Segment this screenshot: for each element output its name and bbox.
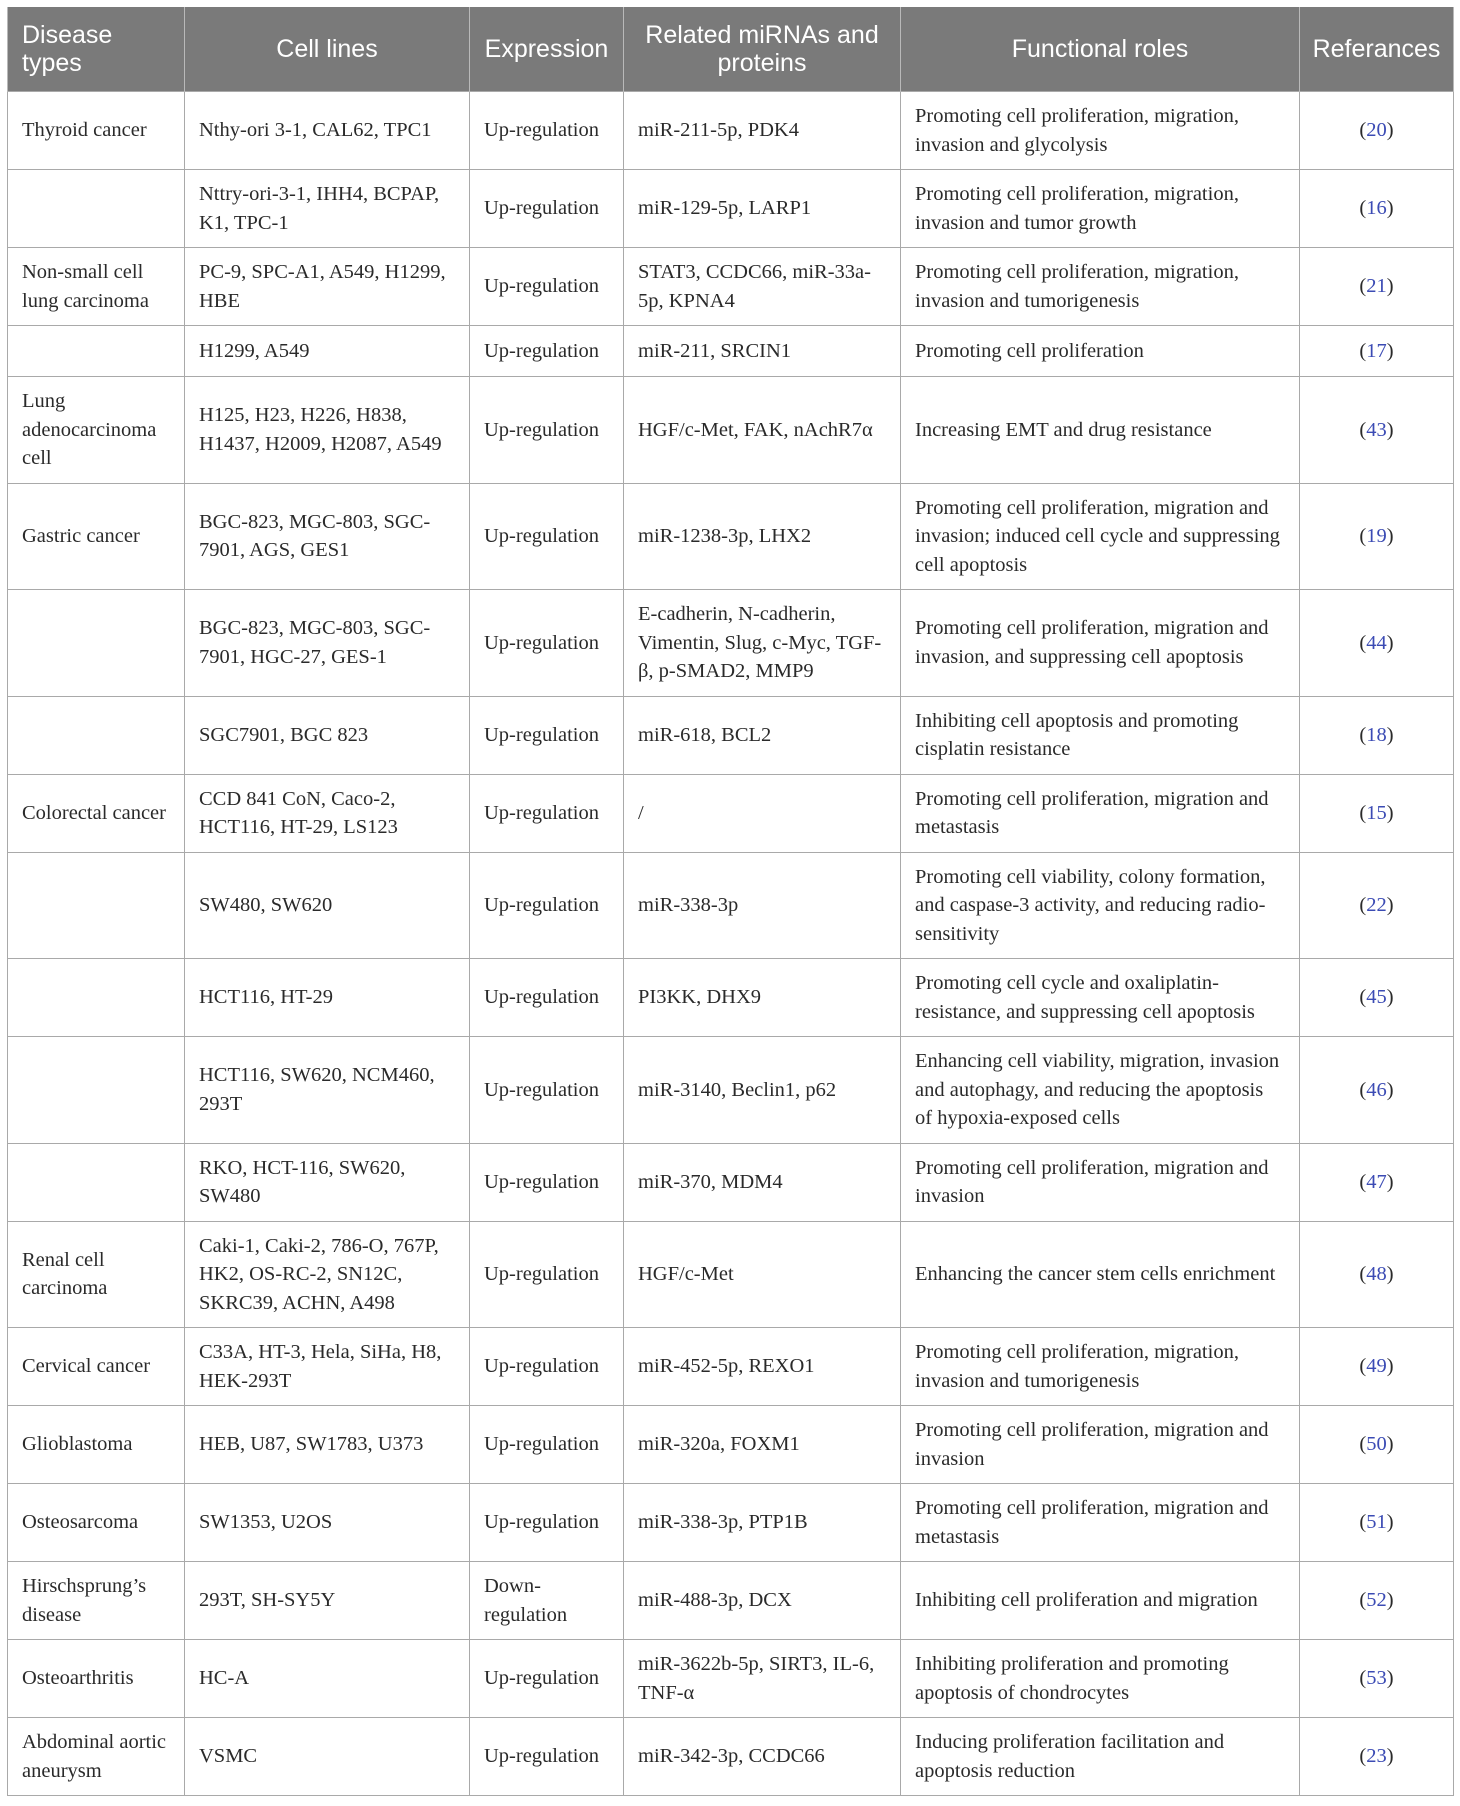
- table-row: [8, 326, 1454, 377]
- cell-disease-type: [8, 590, 185, 697]
- cell-disease-type: [8, 1037, 185, 1144]
- header-row: [8, 7, 1454, 92]
- cell-reference: (50): [1300, 1406, 1454, 1484]
- header-references: Referances: [1300, 7, 1454, 92]
- table-row: [8, 92, 1454, 170]
- cell-related-mirnas: miR-338-3p, PTP1B: [624, 1484, 901, 1562]
- cell-related-mirnas: miR-488-3p, DCX: [624, 1562, 901, 1640]
- cell-cell-lines: PC-9, SPC-A1, A549, H1299, HBE: [185, 248, 470, 326]
- cell-reference: (47): [1300, 1143, 1454, 1221]
- cell-cell-lines: 293T, SH-SY5Y: [185, 1562, 470, 1640]
- cell-disease-type: [8, 959, 185, 1037]
- cell-related-mirnas: miR-320a, FOXM1: [624, 1406, 901, 1484]
- cell-expression: Up-regulation: [470, 959, 624, 1037]
- cell-reference: (20): [1300, 92, 1454, 170]
- cell-disease-type: [8, 326, 185, 377]
- lncrna-function-table: [7, 7, 1454, 1796]
- reference-link[interactable]: 46: [1366, 1078, 1387, 1101]
- cell-functional-roles: Promoting cell proliferation, migration and metastasis: [901, 1484, 1300, 1562]
- cell-cell-lines: HCT116, SW620, NCM460, 293T: [185, 1037, 470, 1144]
- cell-functional-roles: Inhibiting cell proliferation and migration: [901, 1562, 1300, 1640]
- cell-cell-lines: Caki-1, Caki-2, 786-O, 767P, HK2, OS-RC-2, SN12C, SKRC39, ACHN, A498: [185, 1221, 470, 1328]
- cell-reference: (49): [1300, 1328, 1454, 1406]
- cell-disease-type: Non-small cell lung carcinoma: [8, 248, 185, 326]
- cell-disease-type: Hirschsprung’s disease: [8, 1562, 185, 1640]
- reference-link[interactable]: 17: [1366, 339, 1387, 362]
- cell-related-mirnas: miR-3622b-5p, SIRT3, IL-6, TNF-α: [624, 1640, 901, 1718]
- cell-disease-type: Lung adenocarcinoma cell: [8, 377, 185, 484]
- reference-link[interactable]: 45: [1366, 986, 1387, 1009]
- header-expression: Expression: [470, 7, 624, 92]
- reference-link[interactable]: 43: [1366, 418, 1387, 441]
- cell-reference: (18): [1300, 696, 1454, 774]
- cell-functional-roles: Promoting cell proliferation, migration, invasion and tumorigenesis: [901, 1328, 1300, 1406]
- cell-functional-roles: Promoting cell proliferation, migration and metastasis: [901, 774, 1300, 852]
- cell-cell-lines: HC-A: [185, 1640, 470, 1718]
- cell-disease-type: Cervical cancer: [8, 1328, 185, 1406]
- cell-reference: (43): [1300, 377, 1454, 484]
- table-row: [8, 248, 1454, 326]
- cell-related-mirnas: PI3KK, DHX9: [624, 959, 901, 1037]
- cell-functional-roles: Promoting cell proliferation, migration and invasion; induced cell cycle and suppressing cell apoptosis: [901, 483, 1300, 590]
- table-row: [8, 590, 1454, 697]
- cell-functional-roles: Promoting cell proliferation: [901, 326, 1300, 377]
- cell-related-mirnas: miR-211, SRCIN1: [624, 326, 901, 377]
- cell-functional-roles: Increasing EMT and drug resistance: [901, 377, 1300, 484]
- table-row: [8, 377, 1454, 484]
- table-row: [8, 1221, 1454, 1328]
- cell-functional-roles: Promoting cell cycle and oxaliplatin-resistance, and suppressing cell apoptosis: [901, 959, 1300, 1037]
- table-row: [8, 696, 1454, 774]
- table-row: [8, 1328, 1454, 1406]
- cell-reference: (17): [1300, 326, 1454, 377]
- cell-functional-roles: Promoting cell viability, colony formation, and caspase-3 activity, and reducing radio-sensitivity: [901, 852, 1300, 959]
- cell-functional-roles: Promoting cell proliferation, migration, invasion and glycolysis: [901, 92, 1300, 170]
- cell-related-mirnas: miR-3140, Beclin1, p62: [624, 1037, 901, 1144]
- cell-cell-lines: H125, H23, H226, H838, H1437, H2009, H2087, A549: [185, 377, 470, 484]
- cell-cell-lines: C33A, HT-3, Hela, SiHa, H8, HEK-293T: [185, 1328, 470, 1406]
- cell-related-mirnas: HGF/c-Met: [624, 1221, 901, 1328]
- cell-disease-type: Gastric cancer: [8, 483, 185, 590]
- cell-reference: (44): [1300, 590, 1454, 697]
- cell-expression: Up-regulation: [470, 377, 624, 484]
- cell-reference: (21): [1300, 248, 1454, 326]
- table-header: [8, 7, 1454, 92]
- cell-related-mirnas: miR-618, BCL2: [624, 696, 901, 774]
- cell-cell-lines: Nttry-ori-3-1, IHH4, BCPAP, K1, TPC-1: [185, 170, 470, 248]
- reference-link[interactable]: 48: [1366, 1263, 1387, 1285]
- table-row: [8, 1640, 1454, 1718]
- cell-cell-lines: RKO, HCT-116, SW620, SW480: [185, 1143, 470, 1221]
- cell-reference: (16): [1300, 170, 1454, 248]
- cell-functional-roles: Promoting cell proliferation, migration and invasion: [901, 1143, 1300, 1221]
- cell-cell-lines: HEB, U87, SW1783, U373: [185, 1406, 470, 1484]
- cell-reference: (48): [1300, 1221, 1454, 1328]
- cell-disease-type: Thyroid cancer: [8, 92, 185, 170]
- table-row: [8, 959, 1454, 1037]
- cell-expression: Down-regulation: [470, 1562, 624, 1640]
- data-table-container: [7, 7, 1453, 1796]
- table-row: [8, 774, 1454, 852]
- cell-related-mirnas: miR-370, MDM4: [624, 1143, 901, 1221]
- cell-reference: (19): [1300, 483, 1454, 590]
- reference-link[interactable]: 23: [1366, 1745, 1387, 1768]
- cell-functional-roles: Promoting cell proliferation, migration and invasion: [901, 1406, 1300, 1484]
- cell-expression: Up-regulation: [470, 1037, 624, 1144]
- cell-functional-roles: Promoting cell proliferation, migration, invasion and tumor growth: [901, 170, 1300, 248]
- cell-cell-lines: BGC-823, MGC-803, SGC-7901, HGC-27, GES-1: [185, 590, 470, 697]
- cell-expression: Up-regulation: [470, 1718, 624, 1796]
- cell-related-mirnas: miR-129-5p, LARP1: [624, 170, 901, 248]
- cell-related-mirnas: /: [624, 774, 901, 852]
- cell-reference: (22): [1300, 852, 1454, 959]
- cell-disease-type: [8, 170, 185, 248]
- cell-expression: Up-regulation: [470, 696, 624, 774]
- reference-link[interactable]: 20: [1366, 119, 1387, 142]
- cell-related-mirnas: miR-211-5p, PDK4: [624, 92, 901, 170]
- table-row: [8, 1562, 1454, 1640]
- header-cell-lines: Cell lines: [185, 7, 470, 92]
- reference-link[interactable]: 44: [1366, 631, 1387, 654]
- table-row: [8, 1037, 1454, 1144]
- cell-cell-lines: SW480, SW620: [185, 852, 470, 959]
- cell-cell-lines: SGC7901, BGC 823: [185, 696, 470, 774]
- header-functional-roles: Functional roles: [901, 7, 1300, 92]
- cell-disease-type: Colorectal cancer: [8, 774, 185, 852]
- cell-related-mirnas: HGF/c-Met, FAK, nAchR7α: [624, 377, 901, 484]
- cell-disease-type: Renal cell carcinoma: [8, 1221, 185, 1328]
- cell-reference: (15): [1300, 774, 1454, 852]
- table-body: [8, 92, 1454, 1796]
- cell-reference: (53): [1300, 1640, 1454, 1718]
- cell-disease-type: [8, 696, 185, 774]
- cell-reference: (46): [1300, 1037, 1454, 1144]
- table-row: [8, 1406, 1454, 1484]
- reference-link[interactable]: 51: [1366, 1511, 1387, 1534]
- reference-link[interactable]: 15: [1366, 801, 1387, 824]
- cell-functional-roles: Inhibiting proliferation and promoting apoptosis of chondrocytes: [901, 1640, 1300, 1718]
- cell-related-mirnas: miR-342-3p, CCDC66: [624, 1718, 901, 1796]
- cell-cell-lines: BGC-823, MGC-803, SGC-7901, AGS, GES1: [185, 483, 470, 590]
- reference-link[interactable]: 53: [1366, 1667, 1387, 1690]
- cell-functional-roles: Inducing proliferation facilitation and apoptosis reduction: [901, 1718, 1300, 1796]
- cell-expression: Up-regulation: [470, 483, 624, 590]
- cell-cell-lines: HCT116, HT-29: [185, 959, 470, 1037]
- cell-disease-type: [8, 1143, 185, 1221]
- cell-expression: Up-regulation: [470, 92, 624, 170]
- cell-related-mirnas: STAT3, CCDC66, miR-33a-5p, KPNA4: [624, 248, 901, 326]
- reference-link[interactable]: 16: [1366, 197, 1387, 220]
- header-related-mirnas: Related miRNAs and proteins: [624, 7, 901, 92]
- cell-disease-type: Glioblastoma: [8, 1406, 185, 1484]
- table-row: [8, 1718, 1454, 1796]
- cell-related-mirnas: miR-452-5p, REXO1: [624, 1328, 901, 1406]
- cell-expression: Up-regulation: [470, 326, 624, 377]
- cell-cell-lines: H1299, A549: [185, 326, 470, 377]
- table-row: [8, 483, 1454, 590]
- cell-disease-type: Abdominal aortic aneurysm: [8, 1718, 185, 1796]
- cell-expression: Up-regulation: [470, 852, 624, 959]
- cell-functional-roles: Inhibiting cell apoptosis and promoting cisplatin resistance: [901, 696, 1300, 774]
- cell-expression: Up-regulation: [470, 1143, 624, 1221]
- reference-link[interactable]: 47: [1366, 1170, 1387, 1193]
- reference-link[interactable]: 50: [1366, 1433, 1387, 1456]
- reference-link[interactable]: 18: [1366, 723, 1387, 746]
- reference-link[interactable]: 19: [1366, 525, 1387, 547]
- reference-link[interactable]: 22: [1366, 894, 1387, 916]
- cell-disease-type: Osteoarthritis: [8, 1640, 185, 1718]
- cell-functional-roles: Enhancing the cancer stem cells enrichment: [901, 1221, 1300, 1328]
- cell-expression: Up-regulation: [470, 1640, 624, 1718]
- header-disease-types: Disease types: [8, 7, 185, 92]
- cell-cell-lines: Nthy-ori 3-1, CAL62, TPC1: [185, 92, 470, 170]
- cell-reference: (45): [1300, 959, 1454, 1037]
- cell-reference: (52): [1300, 1562, 1454, 1640]
- cell-expression: Up-regulation: [470, 1221, 624, 1328]
- cell-reference: (51): [1300, 1484, 1454, 1562]
- cell-expression: Up-regulation: [470, 590, 624, 697]
- cell-reference: (23): [1300, 1718, 1454, 1796]
- cell-cell-lines: SW1353, U2OS: [185, 1484, 470, 1562]
- cell-expression: Up-regulation: [470, 248, 624, 326]
- table-row: [8, 1143, 1454, 1221]
- cell-related-mirnas: miR-1238-3p, LHX2: [624, 483, 901, 590]
- table-row: [8, 1484, 1454, 1562]
- cell-functional-roles: Enhancing cell viability, migration, invasion and autophagy, and reducing the apoptosis of hypoxia-exposed cells: [901, 1037, 1300, 1144]
- cell-cell-lines: CCD 841 CoN, Caco-2, HCT116, HT-29, LS123: [185, 774, 470, 852]
- reference-link[interactable]: 21: [1366, 275, 1387, 298]
- table-row: [8, 170, 1454, 248]
- cell-expression: Up-regulation: [470, 774, 624, 852]
- cell-expression: Up-regulation: [470, 170, 624, 248]
- table-row: [8, 852, 1454, 959]
- cell-functional-roles: Promoting cell proliferation, migration and invasion, and suppressing cell apoptosis: [901, 590, 1300, 697]
- cell-expression: Up-regulation: [470, 1484, 624, 1562]
- cell-functional-roles: Promoting cell proliferation, migration, invasion and tumorigenesis: [901, 248, 1300, 326]
- cell-expression: Up-regulation: [470, 1328, 624, 1406]
- cell-disease-type: [8, 852, 185, 959]
- reference-link[interactable]: 52: [1366, 1589, 1387, 1612]
- cell-cell-lines: VSMC: [185, 1718, 470, 1796]
- cell-related-mirnas: miR-338-3p: [624, 852, 901, 959]
- cell-disease-type: Osteosarcoma: [8, 1484, 185, 1562]
- reference-link[interactable]: 49: [1366, 1355, 1387, 1378]
- cell-expression: Up-regulation: [470, 1406, 624, 1484]
- cell-related-mirnas: E-cadherin, N-cadherin, Vimentin, Slug, c-Myc, TGF-β, p-SMAD2, MMP9: [624, 590, 901, 697]
